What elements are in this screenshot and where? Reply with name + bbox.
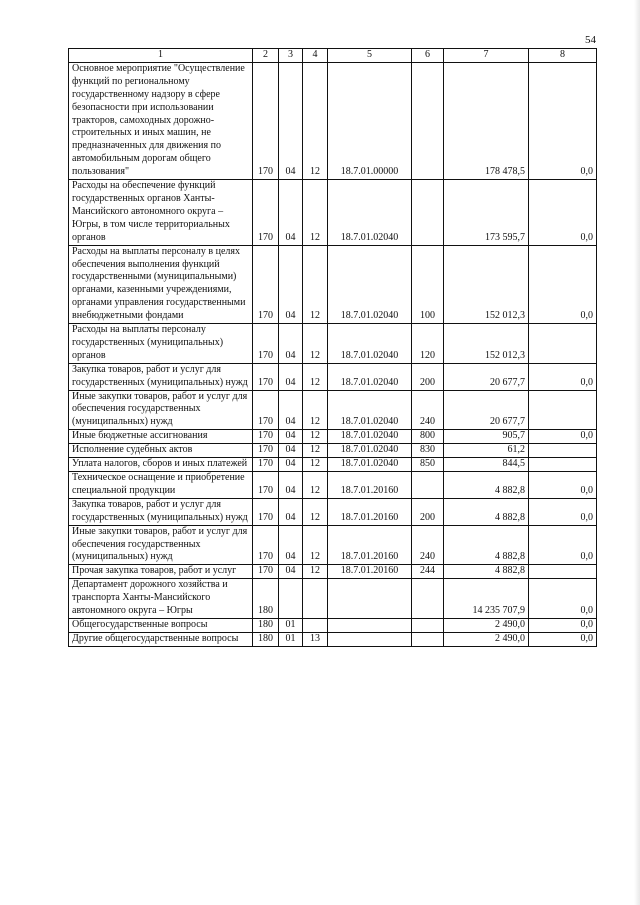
amount: 905,7 [444,430,529,444]
expense-type-code: 200 [412,363,444,390]
amount-subvention [529,444,597,458]
amount: 20 677,7 [444,390,529,430]
subsection-code: 12 [303,498,328,525]
expense-type-code [412,62,444,179]
amount: 4 882,8 [444,472,529,499]
table-row [69,498,597,525]
expense-name: Уплата налогов, сборов и иных платежей [69,458,253,472]
ministry-code: 170 [253,458,279,472]
subsection-code: 12 [303,458,328,472]
subsection-code: 12 [303,245,328,323]
amount-subvention: 0,0 [529,618,597,632]
subsection-code: 12 [303,565,328,579]
section-code: 04 [279,245,303,323]
target-article-code: 18.7.01.20160 [328,525,412,565]
subsection-code: 12 [303,430,328,444]
target-article-code: 18.7.01.02040 [328,324,412,364]
target-article-code: 18.7.01.02040 [328,245,412,323]
ministry-code: 170 [253,498,279,525]
amount: 61,2 [444,444,529,458]
subsection-code: 12 [303,472,328,499]
table-row [69,245,597,323]
ministry-code: 180 [253,632,279,646]
expense-name: Расходы на обеспечение функций государственных органов Ханты-Мансийского автономного округа – Югры, в том числе территориальных органов [69,180,253,246]
amount-subvention: 0,0 [529,525,597,565]
ministry-code: 170 [253,430,279,444]
table-row [69,180,597,246]
expense-name: Расходы на выплаты персоналу государственных (муниципальных) органов [69,324,253,364]
amount: 2 490,0 [444,632,529,646]
amount-subvention: 0,0 [529,472,597,499]
target-article-code: 18.7.01.02040 [328,180,412,246]
amount-subvention: 0,0 [529,245,597,323]
amount: 152 012,3 [444,245,529,323]
subsection-code: 12 [303,444,328,458]
section-code: 01 [279,632,303,646]
section-code: 04 [279,430,303,444]
section-code: 04 [279,458,303,472]
amount-subvention [529,390,597,430]
ministry-code: 170 [253,180,279,246]
expense-name: Расходы на выплаты персоналу в целях обеспечения выполнения функций государственными (муниципальными) органами, казенными учреждениями, органами управления государственными внебюджетными фондами [69,245,253,323]
table-row [69,632,597,646]
expense-name: Иные бюджетные ассигнования [69,430,253,444]
table-row [69,525,597,565]
amount: 152 012,3 [444,324,529,364]
column-header: 7 [444,49,529,63]
expense-name: Иные закупки товаров, работ и услуг для обеспечения государственных (муниципальных) нужд [69,525,253,565]
amount-subvention [529,324,597,364]
expense-name: Закупка товаров, работ и услуг для государственных (муниципальных) нужд [69,363,253,390]
table-row [69,363,597,390]
section-code: 04 [279,565,303,579]
expense-type-code: 830 [412,444,444,458]
column-header: 2 [253,49,279,63]
section-code: 04 [279,180,303,246]
subsection-code: 13 [303,632,328,646]
expense-type-code [412,632,444,646]
target-article-code: 18.7.01.20160 [328,565,412,579]
ministry-code: 170 [253,565,279,579]
section-code [279,579,303,619]
table-row [69,390,597,430]
ministry-code: 170 [253,444,279,458]
amount: 178 478,5 [444,62,529,179]
amount-subvention: 0,0 [529,62,597,179]
section-code: 04 [279,472,303,499]
target-article-code [328,579,412,619]
amount-subvention: 0,0 [529,180,597,246]
ministry-code: 170 [253,525,279,565]
amount: 4 882,8 [444,498,529,525]
column-header: 3 [279,49,303,63]
ministry-code: 170 [253,390,279,430]
subsection-code: 12 [303,390,328,430]
expense-name: Общегосударственные вопросы [69,618,253,632]
table-row [69,324,597,364]
target-article-code [328,618,412,632]
amount-subvention: 0,0 [529,498,597,525]
amount: 2 490,0 [444,618,529,632]
amount: 14 235 707,9 [444,579,529,619]
expense-type-code [412,180,444,246]
target-article-code: 18.7.01.20160 [328,472,412,499]
ministry-code: 170 [253,245,279,323]
amount-subvention: 0,0 [529,632,597,646]
section-code: 01 [279,618,303,632]
amount-subvention: 0,0 [529,579,597,619]
amount-subvention [529,565,597,579]
expense-name: Иные закупки товаров, работ и услуг для обеспечения государственных (муниципальных) нужд [69,390,253,430]
column-header: 6 [412,49,444,63]
target-article-code [328,632,412,646]
target-article-code: 18.7.01.02040 [328,390,412,430]
amount-subvention [529,458,597,472]
expense-type-code: 200 [412,498,444,525]
column-header: 5 [328,49,412,63]
section-code: 04 [279,390,303,430]
expense-type-code [412,579,444,619]
column-header: 4 [303,49,328,63]
expense-name: Исполнение судебных актов [69,444,253,458]
amount: 4 882,8 [444,525,529,565]
section-code: 04 [279,62,303,179]
target-article-code: 18.7.01.02040 [328,363,412,390]
amount: 173 595,7 [444,180,529,246]
target-article-code: 18.7.01.20160 [328,498,412,525]
expense-name: Техническое оснащение и приобретение специальной продукции [69,472,253,499]
scan-edge [634,0,640,905]
amount: 20 677,7 [444,363,529,390]
expense-name: Другие общегосударственные вопросы [69,632,253,646]
table-row [69,618,597,632]
expense-type-code: 100 [412,245,444,323]
expense-type-code [412,618,444,632]
target-article-code: 18.7.01.02040 [328,444,412,458]
target-article-code: 18.7.01.02040 [328,458,412,472]
table-header-row [69,49,597,63]
section-code: 04 [279,498,303,525]
amount: 4 882,8 [444,565,529,579]
section-code: 04 [279,525,303,565]
amount: 844,5 [444,458,529,472]
table-row [69,565,597,579]
expense-name: Основное мероприятие "Осуществление функций по региональному государственному надзору в сфере безопасности при использовании тракторов, самоходных дорожно-строительных и иных машин, не предназначенных для движения по автомобильным дорогам общего пользования" [69,62,253,179]
subsection-code: 12 [303,62,328,179]
section-code: 04 [279,444,303,458]
table-row [69,472,597,499]
subsection-code [303,618,328,632]
column-header: 8 [529,49,597,63]
ministry-code: 170 [253,324,279,364]
ministry-code: 170 [253,472,279,499]
ministry-code: 170 [253,62,279,179]
expense-name: Закупка товаров, работ и услуг для государственных (муниципальных) нужд [69,498,253,525]
table-row [69,430,597,444]
target-article-code: 18.7.01.00000 [328,62,412,179]
subsection-code: 12 [303,363,328,390]
ministry-code: 170 [253,363,279,390]
expense-type-code: 120 [412,324,444,364]
subsection-code: 12 [303,324,328,364]
expense-type-code: 850 [412,458,444,472]
section-code: 04 [279,363,303,390]
subsection-code: 12 [303,180,328,246]
target-article-code: 18.7.01.02040 [328,430,412,444]
expense-type-code: 240 [412,525,444,565]
expense-name: Прочая закупка товаров, работ и услуг [69,565,253,579]
budget-table [68,48,597,647]
amount-subvention: 0,0 [529,363,597,390]
expense-name: Департамент дорожного хозяйства и транспорта Ханты-Мансийского автономного округа – Югры [69,579,253,619]
column-header: 1 [69,49,253,63]
table-row [69,444,597,458]
expense-type-code: 240 [412,390,444,430]
table-row [69,458,597,472]
amount-subvention: 0,0 [529,430,597,444]
table-row [69,579,597,619]
expense-type-code: 244 [412,565,444,579]
subsection-code [303,579,328,619]
page-number: 54 [585,34,596,46]
expense-type-code [412,472,444,499]
subsection-code: 12 [303,525,328,565]
expense-type-code: 800 [412,430,444,444]
ministry-code: 180 [253,618,279,632]
section-code: 04 [279,324,303,364]
table-row [69,62,597,179]
ministry-code: 180 [253,579,279,619]
